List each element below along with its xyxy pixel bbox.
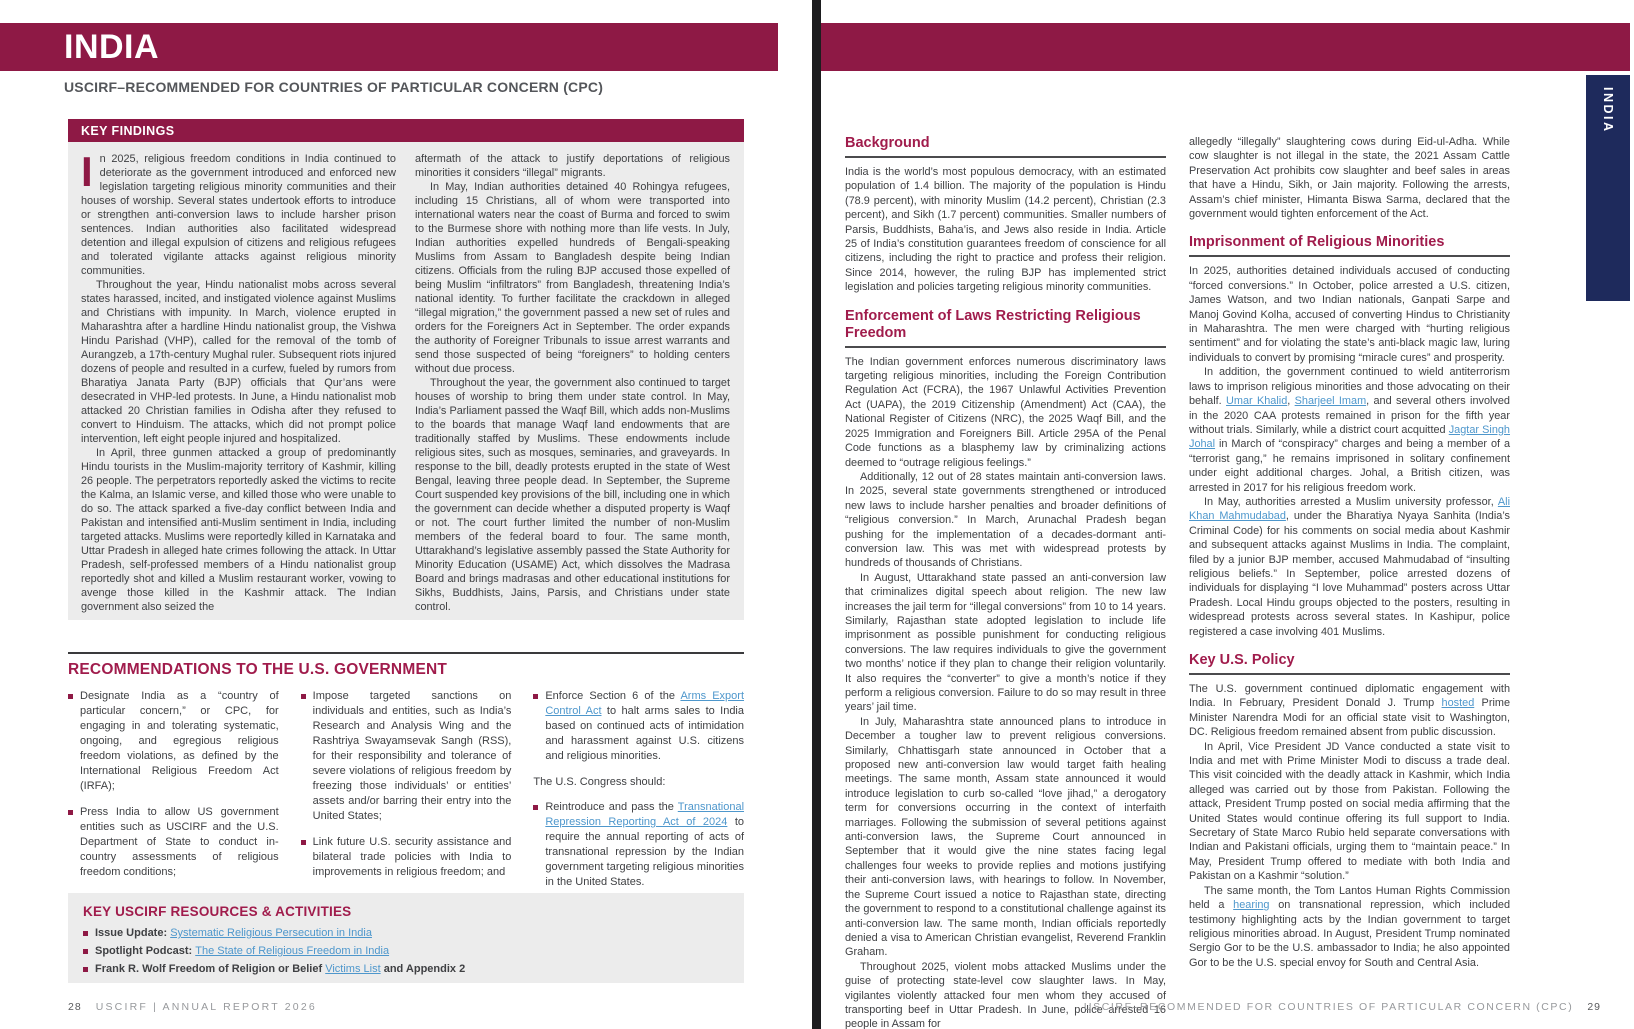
page-gutter-divider bbox=[812, 0, 821, 1029]
text-run: on transnational repression, which included testimony highlighting acts by the Indian government to target religious minorities abroad. In August, President Trump nominated Sergio Gor to be the U.S. ambassador to India; he also appointed Gor to be the U.S. special envoy for South and Central Asia. bbox=[1189, 899, 1511, 969]
list-item bbox=[83, 944, 729, 959]
text-run: The U.S. government continued diplomatic engagement with India. In February, President Donald J. Trump bbox=[1189, 683, 1510, 710]
paragraph: In August, Uttarakhand state passed an anti-conversion law that criminalizes digital speech about religion. The new law increases the jail term for “illegal conversions” from 10 to 14 years. Similarly, Rajasthan state adopted legislation to include life imprisonment as possible punishment for conducting religious conversions. The law requires individuals to give the government two months’ notice if they plan to change their religion voluntarily. It also requires the “converter” to give a month’s notice if they perform a religious conversion. Failure to do so may result in three years’ jail time. bbox=[845, 571, 1166, 714]
list-item bbox=[68, 805, 279, 880]
text-run: in March of “conspiracy” charges and being a member of a “terrorist gang,” he remains imprisoned in solitary confinement under eight additional charges. Johal, a British citizen, was arrested in 2017 for his religious freedom work. bbox=[1189, 438, 1510, 494]
text-run: to require the annual reporting of acts of transnational repression by the Indian government targeting religious minorities in the United States. bbox=[545, 816, 745, 888]
paragraph: Throughout the year, the government also continued to target houses of worship to bring them under state control. In May, India’s Parliament passed the Waqf Bill, which adds non-Muslims to the boards that manage Waqf land endowments that are traditionally staffed by Muslims. These endowments include religious sites, such as mosques, seminaries, and graveyards. In response to the bill, deadly protests erupted in the state of West Bengal, leaving three people dead. In September, the Supreme Court suspended key provisions of the bill, including one in which the government can decide whether a disputed property is Waqf or not. The court further limited the number of non-Muslim members of the federal board to four. The same month, Uttarakhand’s legislative assembly passed the State Authority for Minority Education (USAME) Act, which dissolves the Madrasa Board and brings madrasas and other educational institutions for Sikhs, Buddhists, Jains, Parsis, and Christians under state control. bbox=[415, 377, 730, 613]
list-item bbox=[83, 962, 729, 977]
text-run: Reintroduce and pass the bbox=[545, 801, 678, 813]
footer-text: USCIRF | ANNUAL REPORT 2026 bbox=[95, 1001, 317, 1013]
list-item bbox=[83, 926, 729, 941]
bullet-icon bbox=[301, 694, 306, 699]
inline-link[interactable]: Ali Khan Mahmudabad bbox=[1189, 495, 1510, 523]
bullet-icon bbox=[68, 810, 73, 815]
recommendations-col2 bbox=[301, 689, 512, 901]
text-run: Designate India as a “country of particular concern,” or CPC, for engaging in and tolerating systematic, ongoing, and egregious religious freedom violations, as defined by the International Religious Freedom Act (IRFA); bbox=[80, 690, 279, 792]
recommendations-section bbox=[68, 652, 744, 901]
text-run: , bbox=[1287, 395, 1295, 408]
inline-link[interactable]: Arms Export Control Act bbox=[545, 690, 745, 717]
key-findings-col2 bbox=[415, 152, 730, 614]
recommendations-col3 bbox=[533, 689, 744, 901]
key-findings-col1 bbox=[81, 148, 396, 614]
inline-link[interactable]: Jagtar Singh Johal bbox=[1189, 423, 1510, 451]
paragraph: Additionally, 12 out of 28 states maintain anti-conversion laws. In 2025, several state governments strengthened or introduced new laws to include harsher penalties and broader definitions of “religious conversion.” In March, Arunachal Pradesh began pushing for the implementation of a decades-dormant anti-conversion law. This was met with widespread protests by hundreds of thousands of Christians. bbox=[845, 470, 1166, 570]
list-item bbox=[301, 689, 512, 824]
text-run: Enforce Section 6 of the bbox=[545, 690, 681, 702]
bullet-icon bbox=[83, 949, 88, 954]
paragraph: Throughout the year, Hindu nationalist mobs across several states harassed, incited, and instigated violence against Muslims and Christians with impunity. In March, violence erupted in Maharashtra after a hardline Hindu nationalist group, the Vishwa Hindu Parishad (VHP), called for the removal of the tomb of Aurangzeb, a 17th-century Mughal ruler. Subsequent riots injured dozens of people and resulted in a curfew, fueled by rumors from Bharatiya Janata Party (BJP) officials that Qur’ans were desecrated in VHP-led protests. In June, a Hindu nationalist mob attacked 20 Christian families in Odisha after they refused to convert to Hinduism. The attacks, which did not prompt police intervention, left eight people injured and hospitalized. bbox=[81, 279, 396, 445]
left-page-footer bbox=[68, 1001, 317, 1013]
list-item bbox=[533, 800, 744, 890]
inline-link[interactable]: Victims List bbox=[325, 963, 381, 975]
resources-heading: KEY USCIRF RESOURCES & ACTIVITIES bbox=[83, 904, 352, 919]
bullet-icon bbox=[533, 694, 538, 699]
paragraph: allegedly “illegally” slaughtering cows during Eid-ul-Adha. While cow slaughter is not illegal in the state, the 2021 Assam Cattle Preservation Act prohibits cow slaughter and beef sales in areas that have a Hindu, Sikh, or Jain majority. Following the arrests, Assam’s chief minister, Himanta Biswa Sarma, declared that the government would tighten enforcement of the Act. bbox=[1189, 136, 1510, 221]
paragraph bbox=[1189, 884, 1510, 970]
paragraph: aftermath of the attack to justify deportations of religious minorities it considers “illegal” migrants. bbox=[415, 153, 730, 179]
list-item bbox=[301, 835, 512, 880]
inline-link[interactable]: hosted bbox=[1441, 697, 1475, 710]
text-run: In addition, the government continued to wield antiterrorism laws to imprison religious minorities and those advocating on their behalf. bbox=[1189, 366, 1510, 408]
bold-text: Issue Update: bbox=[95, 927, 171, 939]
paragraph bbox=[81, 148, 396, 278]
paragraph bbox=[1189, 365, 1510, 495]
recommendations-heading: RECOMMENDATIONS TO THE U.S. GOVERNMENT bbox=[68, 661, 448, 678]
bold-text: Frank R. Wolf Freedom of Religion or Belief bbox=[95, 963, 326, 975]
inline-link[interactable]: The State of Religious Freedom in India bbox=[195, 945, 390, 957]
resources-box bbox=[68, 893, 744, 983]
list-item-text bbox=[80, 805, 279, 880]
recommendations-columns bbox=[68, 689, 744, 901]
text-run: , and several others involved in the 2020 CAA protests remained in prison for the fifth year without trials. Similarly, while a district court acquitted bbox=[1189, 395, 1510, 436]
list-item-text bbox=[545, 800, 744, 890]
paragraph bbox=[1189, 495, 1510, 639]
inline-link[interactable]: hearing bbox=[1233, 899, 1270, 912]
text-run: Impose targeted sanctions on individuals and entities, such as India’s Research and Analysis Wing and the Rashtriya Swayamsevak Sangh (RSS), for their responsibility and tolerance of severe violations of religious freedom by freezing those individuals’ or entities’ assets and/or barring their entry into the United States; bbox=[312, 690, 512, 822]
list-item-text bbox=[313, 835, 512, 880]
bullet-icon bbox=[301, 840, 306, 845]
side-tab-label: INDIA bbox=[1601, 87, 1615, 134]
key-findings-box bbox=[68, 119, 744, 620]
right-page-footer bbox=[1084, 1001, 1601, 1013]
paragraph: In April, Vice President JD Vance conducted a state visit to India and met with Prime Minister Modi to discuss a trade deal. This visit coincided with the deadly attack in Kashmir, which India alleged was carried out by those from Pakistan. Following the attack, President Trump posted on social media affirming that the United States would continue offering its full support to India. Secretary of State Marco Rubio held separate conversations with Indian and Pakistani officials, urging them to “maintain peace.” In May, President Trump offered to mediate with both India and Pakistan on a Kashmir “solution.” bbox=[1189, 740, 1510, 883]
inline-link[interactable]: Transnational Repression Reporting Act of 2024 bbox=[545, 801, 745, 828]
bullet-icon bbox=[68, 694, 73, 699]
background-heading: Background bbox=[845, 135, 1166, 158]
list-item-text bbox=[545, 689, 744, 764]
list-item-text bbox=[80, 689, 279, 794]
bullet-icon bbox=[533, 805, 538, 810]
text-run: In May, authorities arrested a Muslim university professor, bbox=[1204, 495, 1498, 508]
chapter-side-tab bbox=[1586, 75, 1630, 301]
page-number: 28 bbox=[68, 1001, 82, 1013]
page-title: INDIA bbox=[64, 28, 160, 66]
list-item-text bbox=[95, 944, 389, 959]
chapter-title-band bbox=[0, 23, 778, 71]
list-item-text bbox=[95, 962, 465, 977]
text-run: , under the Bharatiya Nyaya Sanhita (India’s Criminal Code) for his comments on social media about Kashmir and subsequent attacks against Muslims in India. The complaint, filed by a junior BJP member, accused Mahmudabad of “insulting religious beliefs.” In September, police arrested dozens of individuals for displaying “I love Muhammad” posters across Uttar Pradesh. Local Hindu groups objected to the posters, resulting in widespread protests across several states. In Kashipur, police registered a case involving 401 Muslims. bbox=[1189, 510, 1510, 638]
text-run: to halt arms sales to India based on continued acts of intimidation and harassment against U.S. citizens and religious minorities. bbox=[545, 705, 745, 762]
paragraph: In July, Maharashtra state announced plans to introduce in December a tougher law to prevent religious conversions. Similarly, Chhattisgarh state announced in October that a proposed new anti-conversion law would target faith healing meetings. The same month, Assam state announced it would introduce legislation to curb so-called “love jihad,” a derogatory term for conversions occurring in the context of interfaith marriages. Following the submission of several petitions against anti-conversion laws, the Supreme Court announced in September that it would give the nine states facing legal challenges four weeks to provide replies and motions justifying their anti-conversion laws, with hearings to follow. In November, the Supreme Court issued a notice to Rajasthan state, directing the government to respond to a constitutional challenge against its anti-conversion law. The same month, Indian officials reportedly denied a visa to American Christian evangelist, Reverend Franklin Graham. bbox=[845, 715, 1166, 959]
list-item-text bbox=[313, 689, 512, 824]
text-run: The same month, the Tom Lantos Human Rights Commission held a bbox=[1189, 884, 1510, 912]
chapter-subtitle: USCIRF–RECOMMENDED FOR COUNTRIES OF PARTICULAR CONCERN (CPC) bbox=[64, 79, 604, 95]
bullet-icon bbox=[83, 967, 88, 972]
inline-link[interactable]: Systematic Religious Persecution in India bbox=[170, 927, 372, 939]
page-number: 29 bbox=[1587, 1001, 1601, 1013]
dropcap-letter: I bbox=[81, 148, 93, 195]
paragraph: Throughout 2025, violent mobs attacked Muslims under the guise of protecting state-level cow slaughter laws. In May, vigilantes violently attacked four men whom they accused of transporting beef in Uttar Pradesh. In June, police arrested 16 people in Assam for bbox=[845, 960, 1166, 1029]
chapter-title-band-right bbox=[821, 23, 1630, 71]
recommendations-col1 bbox=[68, 689, 279, 901]
imprisonment-heading: Imprisonment of Religious Minorities bbox=[1189, 234, 1510, 257]
inline-link[interactable]: Sharjeel Imam bbox=[1294, 395, 1367, 408]
paragraph-text: n 2025, religious freedom conditions in India continued to deteriorate as the government introduced and enforced new legislation targeting religious minority communities and their houses of worship. Several states undertook efforts to introduce or strengthen anti-conversion laws to include harsher prison sentences. Indian authorities also facilitated widespread detention and illegal expulsion of citizens and religious refugees and tolerated vigilante attacks against religious minority communities. bbox=[81, 153, 396, 277]
bold-text: and Appendix 2 bbox=[380, 963, 466, 975]
bold-text: Spotlight Podcast: bbox=[95, 945, 196, 957]
inline-link[interactable]: Umar Khalid bbox=[1226, 395, 1288, 408]
paragraph: India is the world’s most populous democracy, with an estimated population of 1.4 billion. The majority of the population is Hindu (78.9 percent), with minority Muslim (14.2 percent), Christian (2.3 percent), and Sikh (1.7 percent) communities. Smaller numbers of Parsis, Buddhists, Baha’is, and Jews also reside in India. Article 25 of India’s constitution guarantees freedom of conscience for all citizens, including the right to practice and profess their religion. Since 2014, however, the ruling BJP has implemented strict legislation and policies targeting religious minority communities. bbox=[845, 166, 1166, 294]
congress-label: The U.S. Congress should: bbox=[533, 776, 666, 788]
list-item-text bbox=[95, 926, 372, 941]
list-item bbox=[68, 689, 279, 794]
key-us-policy-heading: Key U.S. Policy bbox=[1189, 652, 1510, 675]
bullet-icon bbox=[83, 931, 88, 936]
enforcement-heading: Enforcement of Laws Restricting Religious Freedom bbox=[845, 308, 1166, 348]
text-run: Link future U.S. security assistance and bilateral trade policies with India to improvements in religious freedom; and bbox=[312, 836, 512, 878]
key-findings-heading: KEY FINDINGS bbox=[68, 119, 744, 142]
paragraph: The Indian government enforces numerous discriminatory laws targeting religious minorities, including the Foreign Contribution Regulation Act (FCRA), the 1967 Unlawful Activities Prevention Act (UAPA), the 2019 Citizenship (Amendment) Act (CAA), the National Register of Citizens (NRC), the 2025 Waqf Bill, and the 2025 Immigration and Foreigners Bill. Article 295A of the Penal Code functions as a blasphemy law by criminalizing actions deemed to “outrage religious feelings.” bbox=[845, 355, 1166, 469]
paragraph: In April, three gunmen attacked a group of predominantly Hindu tourists in the Muslim-majority territory of Kashmir, killing 26 people. The perpetrators reportedly asked the victims to recite the Kalma, an Islamic verse, and killed those who were unable to do so. The attack sparked a five-day conflict between India and Pakistan and intensified anti-Muslim sentiment in India, including targeted attacks. Muslims were reportedly killed in Karnataka and Uttar Pradesh in alleged hate crimes following the attack. In Uttar Pradesh, self-professed members of a Hindu nationalist group reportedly shot and killed a Muslim restaurant worker, vowing to avenge those killed in the Kashmir attack. The Indian government also seized the bbox=[81, 447, 396, 613]
footer-text: USCIRF–RECOMMENDED FOR COUNTRIES OF PARTICULAR CONCERN (CPC) bbox=[1083, 1001, 1574, 1013]
text-run: Prime Minister Narendra Modi for an official state visit to Washington, DC. Religious freedom remained absent from public discussion. bbox=[1189, 697, 1510, 739]
paragraph: In 2025, authorities detained individuals accused of conducting “forced conversions.” In October, police arrested a U.S. citizen, James Watson, and two Indian nationals, Ganpati Sarpe and Manoj Govind Kolha, accused of converting Hindus to Christianity in Maharashtra. The men were charged with “hurting religious sentiment” and for violating the state’s anti-black magic law, luring individuals to convert by promising “miracle cures” and prosperity. bbox=[1189, 265, 1510, 364]
paragraph bbox=[1189, 682, 1510, 740]
list-item bbox=[533, 689, 744, 764]
text-run: Press India to allow US government entities such as USCIRF and the U.S. Department of State to conduct in-country assessments of religious freedom conditions; bbox=[80, 806, 279, 878]
key-findings-columns bbox=[68, 142, 744, 614]
right-page-col2 bbox=[1189, 135, 1510, 970]
paragraph: In May, Indian authorities detained 40 Rohingya refugees, including 15 Christians, all of whom were transported into international waters near the coast of Burma and forced to swim to the Burmese shore with nothing more than life vests. In July, Indian authorities expelled hundreds of Bengali-speaking Muslims from Assam to Bangladesh despite being Indian citizens. Officials from the ruling BJP accused those expelled of being Muslim “infiltrators” from Bangladesh, threatening India’s national identity. To further facilitate the crackdown in alleged “illegal migration,” the government passed a new set of rules and orders for the Foreigners Act in September. The order expands the authority of Foreigner Tribunals to issue arrest warrants and send those suspected of being “foreigners” to holding centers without due process. bbox=[415, 181, 730, 375]
right-page-col1 bbox=[845, 135, 1166, 1029]
